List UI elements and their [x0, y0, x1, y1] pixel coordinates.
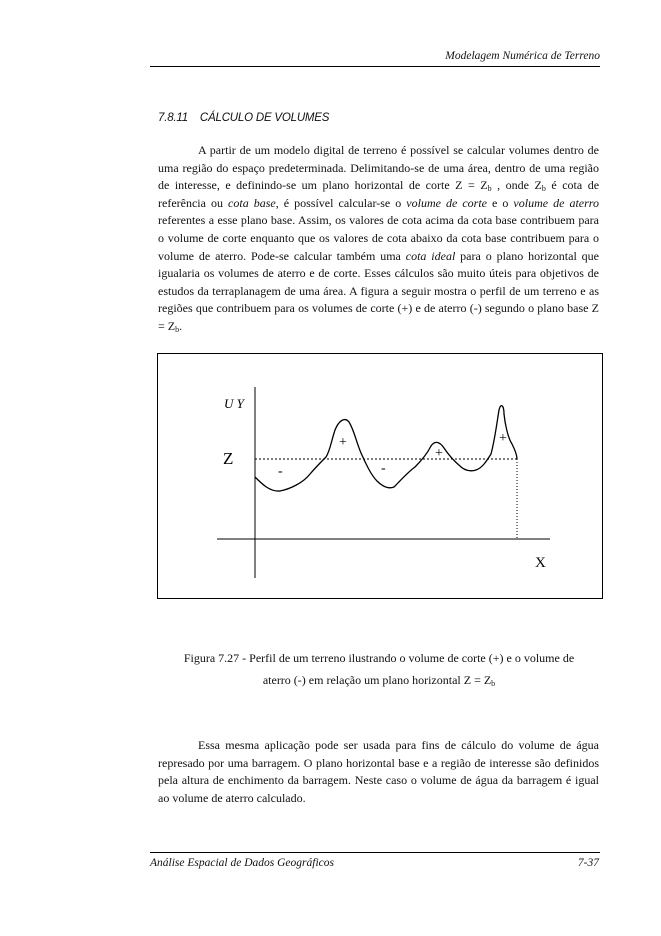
footer-rule — [150, 852, 600, 853]
cut-sign: + — [435, 446, 443, 461]
subscript-b: b — [491, 679, 496, 688]
caption-text: aterro (-) em relação um plano horizontal Z = Z — [262, 673, 492, 687]
text-run: . — [179, 318, 183, 333]
figure-caption — [150, 647, 608, 691]
fill-sign: - — [381, 461, 386, 476]
text-run: é cota de referência ou — [158, 178, 600, 210]
text-run: para o plano horizontal que igualaria os volumes de aterro e de corte. Esses cálculos são muito úteis para objetivos de estudos da terraplanagem de uma área. A figura a seguir mostra o perfil de um terreno e as regiões que contribuem para os volumes de corte (+) e de aterro (-) segundo o plano base Z = Z — [158, 248, 599, 333]
text-run: , é possível calcular-se o — [275, 195, 407, 210]
x-axis-label: X — [535, 555, 546, 571]
text-run: e o — [486, 195, 514, 210]
subscript-b: b — [175, 324, 180, 334]
footer-title: Análise Espacial de Dados Geográficos — [150, 857, 334, 869]
cut-sign: + — [499, 431, 507, 446]
z-label: Z — [223, 449, 234, 468]
y-axis-label: U Y — [224, 396, 244, 411]
text-run: referentes a esse plano base. Assim, os valores de cota acima da cota base contribuem para o volume de corte enquanto que os valores de cota abaixo da cota base contribuem para o volume de aterro. Pode-se calcular também uma — [158, 213, 599, 263]
running-header-title: Modelagem Numérica de Terreno — [445, 50, 600, 62]
term-cota-ideal: cota ideal — [405, 248, 456, 263]
page-number: 7-37 — [577, 857, 599, 869]
fill-sign: - — [278, 464, 283, 479]
text-run: A partir de um modelo digital de terreno é possível se calcular volumes dentro de uma região do espaço predeterminada. Delimitando-se de uma área, dentro de uma região de interesse, e definindo-se um plano horizontal de corte Z = Z — [158, 143, 599, 193]
dam-paragraph: Essa mesma aplicação pode ser usada para fins de cálculo do volume de água represado por uma barragem. O plano horizontal base e a região de interesse são definidos pela altura de enchimento da barragem. Neste caso o volume de água da barragem é igual ao volume de aterro calculado. — [158, 738, 599, 805]
terrain-profile-figure — [157, 353, 603, 599]
term-volume-de-aterro: volume de aterro — [513, 195, 600, 210]
text-run: , onde Z — [491, 178, 542, 193]
caption-line-1: Figura 7.27 - Perfil de um terreno ilustrando o volume de corte (+) e o volume de — [183, 651, 575, 665]
subscript-b: b — [541, 184, 546, 194]
subscript-b: b — [487, 184, 492, 194]
section-number: 7.8.11 — [158, 112, 188, 124]
header-rule — [150, 66, 600, 67]
term-volume-de-corte: volume de corte — [406, 195, 487, 210]
section-title: CÁLCULO DE VOLUMES — [199, 112, 330, 124]
term-cota-base: cota base — [228, 195, 276, 210]
terrain-profile-curve — [255, 406, 517, 491]
terrain-profile-diagram — [158, 354, 602, 598]
section-heading — [158, 112, 329, 124]
caption-line-2 — [150, 669, 608, 691]
cut-sign: + — [339, 435, 347, 450]
intro-paragraph — [158, 142, 599, 336]
